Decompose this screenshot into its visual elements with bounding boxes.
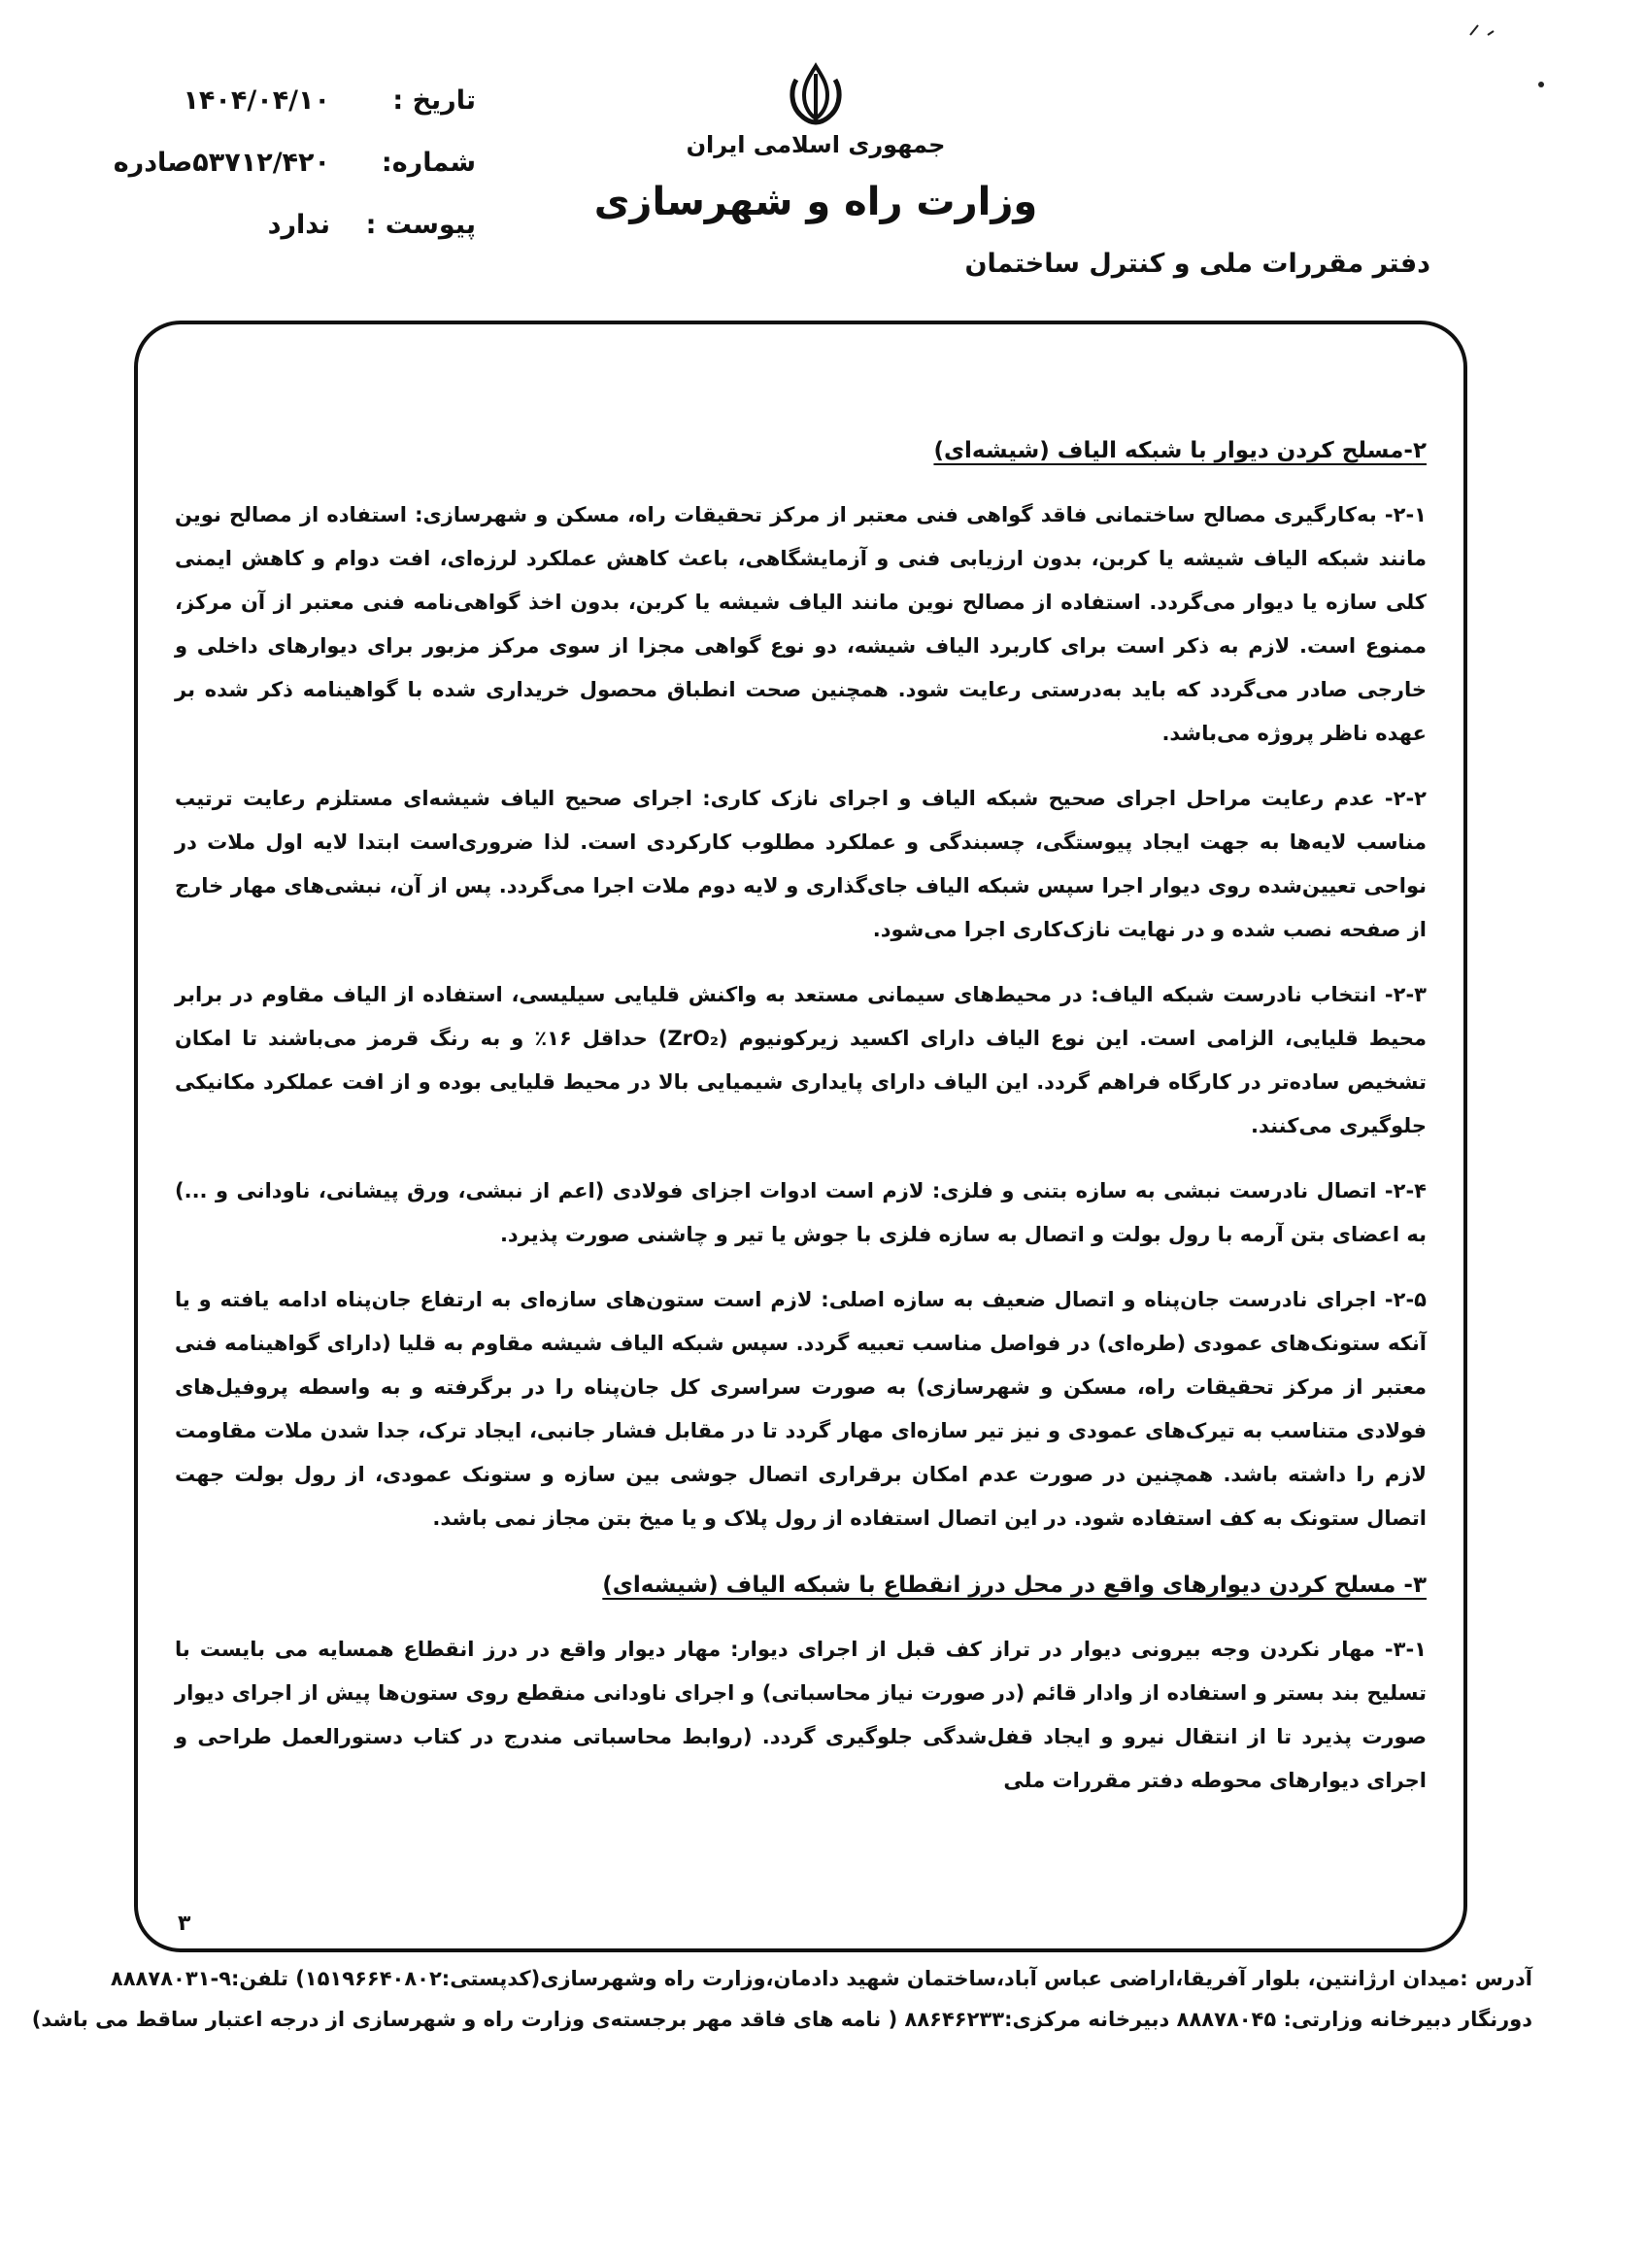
scan-dot	[1538, 82, 1544, 87]
footer-address: آدرس :میدان ارژانتین، بلوار آفریقا،اراضی عباس آباد،ساختمان شهید دادمان،وزارت راه وشهرسازی(کدپستی:۱۵۱۹۶۶۴۰۸۰۲) تلفن:۹-۸۸۸۷۸۰۳۱	[110, 1967, 1532, 1990]
scan-mark-icon	[1466, 14, 1525, 43]
paragraph-2-3: ۲-۳- انتخاب نادرست شبکه الیاف: در محیط‌های سیمانی مستعد به واکنش قلیایی سیلیسی، استفاده از الیاف مقاوم در برابر محیط قلیایی، الزامی است. این نوع الیاف دارای اکسید زیرکونیوم (ZrO₂) حداقل ۱۶٪ و به رنگ قرمز می‌باشند تا امکان تشخیص ساده‌تر در کارگاه فراهم گردد. این الیاف دارای پایداری شیمیایی بالا در محیط قلیایی بوده و از افت عملکرد مکانیکی جلوگیری می‌کنند.	[175, 983, 1427, 1137]
letter-footer	[31, 1958, 1532, 2040]
attachment-value: ندارد	[267, 210, 330, 240]
paragraph-2-4: ۲-۴- اتصال نادرست نبشی به سازه بتنی و فلزی: لازم است ادوات اجزای فولادی (اعم از نبشی، ورق پیشانی، ناودانی و ...) به اعضای بتن آرمه با رول بولت و اتصال به سازه فلزی با جوش یا تیر و چاشنی صورت پذیرد.	[175, 1179, 1427, 1246]
paragraph-2-2: ۲-۲- عدم رعایت مراحل اجرای صحیح شبکه الیاف و اجرای نازک کاری: اجرای صحیح الیاف شیشه‌ای مستلزم رعایت ترتیب مناسب لایه‌ها به جهت ایجاد پیوستگی، چسبندگی و عملکرد مطلوب کارکردی است. لذا ضروری‌است ابتدا لایه اول ملات در نواحی تعیین‌شده روی دیوار اجرا سپس شبکه الیاف جای‌گذاری و لایه دوم ملات اجرا می‌گردد. پس از آن، نبشی‌های مهار خارج از صفحه نصب شده و در نهایت نازک‌کاری اجرا می‌شود.	[175, 787, 1427, 941]
letter-meta	[68, 85, 476, 272]
section-2-heading: ۲-مسلح کردن دیوار با شبکه الیاف (شیشه‌ای)	[933, 438, 1427, 463]
letter-body	[134, 427, 1467, 1824]
section-3-heading: ۳- مسلح کردن دیوارهای واقع در محل درز انقطاع با شبکه الیاف (شیشه‌ای)	[602, 1573, 1427, 1598]
office-title: دفتر مقررات ملی و کنترل ساختمان	[964, 249, 1430, 279]
paragraph-2-5: ۲-۵- اجرای نادرست جان‌پناه و اتصال ضعیف به سازه اصلی: لازم است ستون‌های سازه‌ای به ارتفاع جان‌پناه ادامه یافته و یا آنکه ستونک‌های عمودی (طره‌ای) در فواصل مناسب تعبیه گردد. سپس شبکه الیاف شیشه مقاوم به قلیا (دارای گواهینامه فنی معتبر از مرکز تحقیقات راه، مسکن و شهرسازی) به صورت سراسری کل جان‌پناه را در برگرفته و به واسطه پروفیل‌های فولادی متناسب به تیرک‌های عمودی و نیز تیر سازه‌ای مهار گردد تا در مقابل فشار جانبی، ایجاد ترک، جدا شدن ملات مقاومت لازم را داشته باشد. همچنین در صورت عدم امکان برقراری اتصال جوشی بین سازه و ستونک عمودی، از رول بولت جهت اتصال ستونک به کف استفاده شود. در این اتصال استفاده از رول پلاک و یا میخ بتن مجاز نمی باشد.	[175, 1288, 1427, 1530]
date-row	[68, 85, 476, 148]
date-value: ۱۴۰۴/۰۴/۱۰	[183, 85, 330, 116]
attachment-row	[68, 210, 476, 272]
ministry-title: وزارت راه و شهرسازی	[593, 180, 1038, 224]
paragraph-3-1: ۳-۱- مهار نکردن وجه بیرونی دیوار در تراز کف قبل از اجرای دیوار: مهار دیوار واقع در درز انقطاع همسایه می بایست با تسلیح بند بستر و استفاده از وادار قائم (در صورت نیاز محاسباتی) و اجرای ناودانی منقطع روی ستون‌ها پیش از اجرای دیوار صورت پذیرد تا از انتقال نیرو و ایجاد قفل‌شدگی جلوگیری گردد. (روابط محاسباتی مندرج در کتاب دستورالعمل طراحی و اجرای دیوارهای محوطه دفتر مقررات ملی	[175, 1638, 1427, 1792]
footer-secretariat: دورنگار دبیرخانه وزارتی: ۸۸۸۷۸۰۴۵ دبیرخانه مرکزی:۸۸۶۴۶۲۳۳ ( نامه های فاقد مهر برجسته‌ی وزارت راه و شهرسازی از درجه اعتبار ساقط می باشد)	[31, 2008, 1532, 2031]
number-label: شماره:	[381, 148, 476, 178]
page-number: ۳	[178, 1912, 191, 1936]
paragraph-2-1: ۲-۱- به‌کارگیری مصالح ساختمانی فاقد گواهی فنی معتبر از مرکز تحقیقات راه، مسکن و شهرسازی: استفاده از مصالح نوین مانند شبکه الیاف شیشه یا کربن، بدون ارزیابی فنی و آزمایشگاهی، باعث کاهش عملکرد لرزه‌ای، افت دوام و کاهش ایمنی کلی سازه یا دیوار می‌گردد. استفاده از مصالح نوین مانند الیاف شیشه یا کربن، بدون اخذ گواهی‌نامه فنی معتبر از آن مرکز، ممنوع است. لازم به ذکر است برای کاربرد الیاف شیشه، دو نوع گواهی مجزا از سوی مرکز مزبور برای دیوارهای داخلی و خارجی صادر می‌گردد که باید به‌درستی رعایت شود. همچنین صحت انطباق محصول خریداری شده با گواهینامه ذکر شده بر عهده ناظر پروژه می‌باشد.	[175, 503, 1427, 745]
iran-emblem-icon	[785, 60, 847, 128]
number-row	[68, 148, 476, 210]
number-value: ۵۳۷۱۲/۴۲۰صادره	[113, 148, 330, 178]
date-label: تاریخ :	[392, 85, 476, 116]
republic-title: جمهوری اسلامی ایران	[686, 131, 946, 158]
attachment-label: پیوست :	[365, 210, 476, 240]
